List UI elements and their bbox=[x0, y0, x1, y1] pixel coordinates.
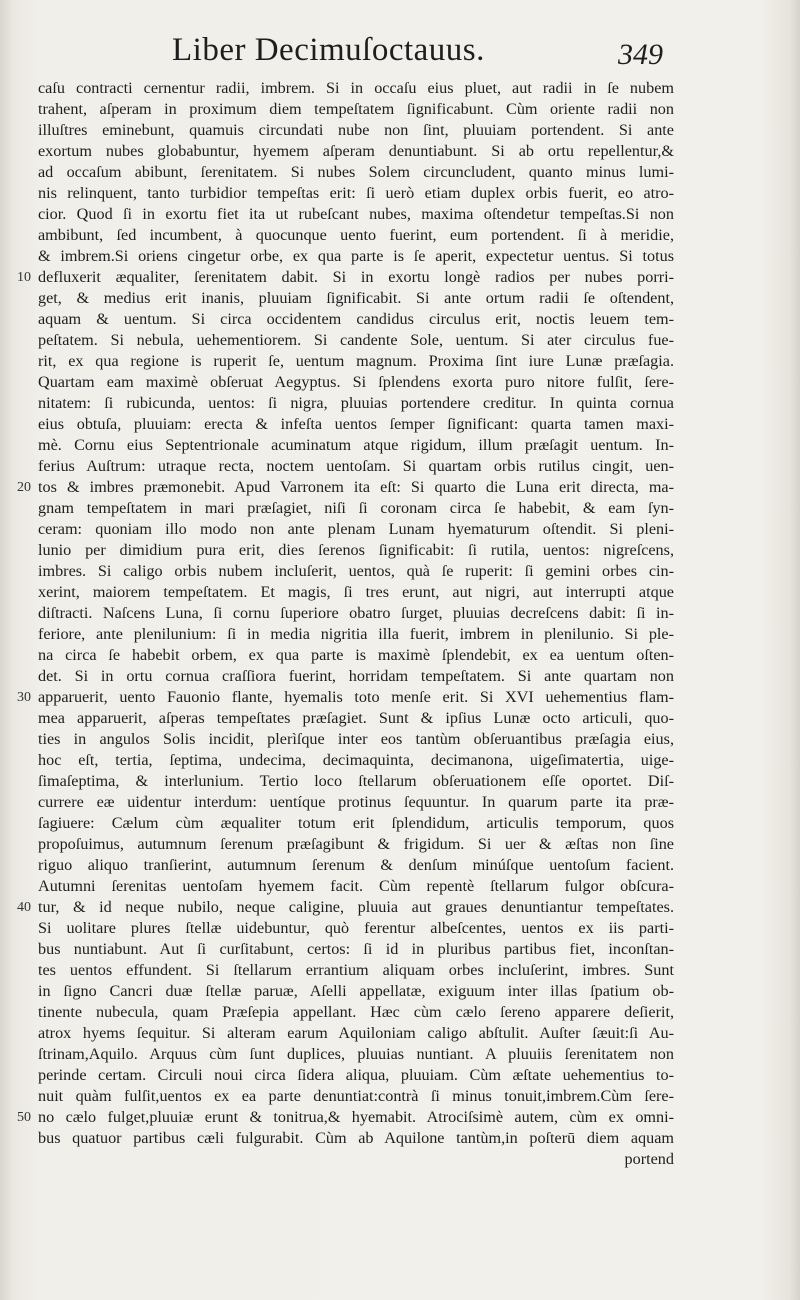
text-line-content: ambibunt, ſed incumbent, à quocunque uento fuerint, eum portendent. ſi à meridie, bbox=[38, 226, 674, 244]
text-line bbox=[38, 981, 698, 1002]
text-line bbox=[38, 1044, 698, 1065]
text-line-content: caſu contracti cernentur radii, imbrem. Si in occaſu eius pluet, aut radii in ſe nubem bbox=[38, 79, 674, 97]
text-line bbox=[38, 792, 698, 813]
text-line bbox=[38, 309, 698, 330]
text-line bbox=[38, 288, 698, 309]
text-line-content: riguo aliquo tranſierint, autumnum ſerenum & denſum minúſque uentoſum facient. bbox=[38, 856, 674, 874]
text-line-content: tos & imbres præmonebit. Apud Varronem ita eſt: Si quarto die Luna erit directa, ma- bbox=[38, 478, 674, 496]
text-line-content: peſtatem. Si nebula, uehementiorem. Si candente Sole, uentum. Si ater circulus fue- bbox=[38, 331, 674, 349]
text-line bbox=[38, 183, 698, 204]
text-line bbox=[38, 351, 698, 372]
text-line bbox=[38, 120, 698, 141]
text-line-content: ceram: quoniam illo modo non ante plenam Lunam hyematurum oſtendit. Si pleni- bbox=[38, 520, 674, 538]
text-line-content: tur, & id neque nubilo, neque caligine, pluuia aut graues denuntiantur tempeſtates. bbox=[38, 898, 674, 916]
text-line bbox=[38, 225, 698, 246]
text-line-content: ferius Auſtrum: utraque recta, noctem uentoſam. Si quartam orbis rutilus cingit, uen- bbox=[38, 457, 674, 475]
margin-line-number: 10 bbox=[17, 270, 31, 285]
text-line-content: ad occaſum abibunt, ſerenitatem. Si nubes Solem circuncludent, quanto minus lumi- bbox=[38, 163, 674, 181]
margin-line-number: 30 bbox=[17, 690, 31, 705]
text-line bbox=[38, 540, 698, 561]
text-line bbox=[38, 771, 698, 792]
text-line bbox=[38, 1065, 698, 1086]
text-line-content: hoc eſt, tertia, ſeptima, undecima, decimaquinta, decimanona, uigeſimatertia, uige- bbox=[38, 751, 674, 769]
text-line-content: no cælo fulget,pluuiæ erunt & tonitrua,& hyemabit. Atrociſsimè autem, cùm ex omni- bbox=[38, 1108, 674, 1126]
text-line bbox=[38, 708, 698, 729]
text-line-content: det. Si in ortu cornua craſſiora fuerint, horridam tempeſtatem. Si ante quartam non bbox=[38, 667, 674, 685]
text-line bbox=[38, 960, 698, 981]
text-line bbox=[17, 267, 698, 288]
text-line bbox=[38, 666, 698, 687]
text-line-content: aquam & uentum. Si circa occidentem candidus circulus erit, noctis leuem tem- bbox=[38, 310, 674, 328]
text-line-content: Autumni ſerenitas uentoſam hyemem facit. Cùm repentè ſtellarum fulgor obſcura- bbox=[38, 877, 674, 895]
text-line-content: currere eæ uidentur interdum: uentíque protinus ſequuntur. In quarum parte ita præ- bbox=[38, 793, 674, 811]
text-line-content: Si uolitare plures ſtellæ uidebuntur, quò ferentur albeſcentes, uentos ex iis parti- bbox=[38, 919, 674, 937]
text-line-content: trahent, aſperam in proximum diem tempeſtatem ſignificabunt. Cùm oriente radii non bbox=[38, 100, 674, 118]
text-line bbox=[38, 582, 698, 603]
text-line bbox=[38, 204, 698, 225]
text-line bbox=[38, 78, 698, 99]
text-line-content: feriore, ante plenilunium: ſi in media nigritia illa fuerit, imbrem in plenilunio. Si ple- bbox=[38, 625, 674, 643]
text-line-content: xerint, maiorem tempeſtatem. Et magis, ſi tres erunt, aut nigri, aut interrupti atque bbox=[38, 583, 674, 601]
text-line-content: mea apparuerit, aſperas tempeſtates præſagiet. Sunt & ipſius Lunæ octo articuli, quo- bbox=[38, 709, 674, 727]
text-line-content: nitatem: ſi rubicunda, uentos: ſi nigra, pluuias portendere creditur. In quinta cornua bbox=[38, 394, 674, 412]
text-line bbox=[17, 687, 698, 708]
text-line-content: atrox hyems ſequitur. Si alteram earum Aquiloniam caligo abſtulit. Auſter ſæuit:ſi Au- bbox=[38, 1024, 674, 1042]
text-line bbox=[17, 897, 698, 918]
text-line-content: Quartam eam maximè obſeruat Aegyptus. Si ſplendens exorta puro nitore fulſit, ſere- bbox=[38, 373, 674, 391]
text-line bbox=[38, 498, 698, 519]
text-line bbox=[38, 330, 698, 351]
text-line-content: illuſtres eminebunt, quamuis circundati nube non ſint, pluuiam portendent. Si ante bbox=[38, 121, 674, 139]
running-head: Liber Decimuſoctauus. bbox=[172, 32, 485, 68]
text-line bbox=[38, 456, 698, 477]
text-line bbox=[38, 99, 698, 120]
text-line bbox=[38, 729, 698, 750]
margin-line-number: 50 bbox=[17, 1110, 31, 1125]
text-line-content: exortum nubes globabuntur, hyemem aſperam denuntiabunt. Si ab ortu repellentur,& bbox=[38, 142, 674, 160]
text-line bbox=[17, 1107, 698, 1128]
text-line bbox=[38, 624, 698, 645]
text-line bbox=[38, 603, 698, 624]
text-line-content: defluxerit æqualiter, ſerenitatem dabit. Si in exortu longè radios per nubes porri- bbox=[38, 268, 674, 286]
text-line bbox=[38, 1086, 698, 1107]
text-line bbox=[17, 477, 698, 498]
text-line bbox=[38, 519, 698, 540]
text-line-content: ties in angulos Solis incidit, plerìſque inter eos tantùm obſeruantibus præſagia eius, bbox=[38, 730, 674, 748]
text-line-content: in ſigno Cancri duæ ſtellæ paruæ, Aſelli appellatæ, exiguum inter illas ſpatium ob- bbox=[38, 982, 674, 1000]
text-line bbox=[38, 246, 698, 267]
text-line-content: ſimaſeptima, & interlunium. Tertio loco ſtellarum obſeruationem eſſe oportet. Diſ- bbox=[38, 772, 674, 790]
page-number: 349 bbox=[618, 38, 663, 71]
text-line-content: propoſuimus, autumnum ſerenum præſagibunt & frigidum. Si uer & æſtas non ſine bbox=[38, 835, 674, 853]
text-line bbox=[38, 918, 698, 939]
text-line-content: get, & medius erit inanis, pluuiam ſignificabit. Si ante ortum radii ſe oſtendent, bbox=[38, 289, 674, 307]
text-line-content: bus quatuor partibus cæli fulgurabit. Cùm ab Aquilone tantùm,in poſterū diem aquam bbox=[38, 1129, 674, 1147]
text-line bbox=[38, 813, 698, 834]
text-line-content: nis relinquent, tanto turbidior tempeſtas erit: ſi uerò etiam duplex orbis fuerit, eo atro- bbox=[38, 184, 674, 202]
margin-line-number: 40 bbox=[17, 900, 31, 915]
body-text bbox=[17, 78, 698, 1170]
text-line bbox=[38, 1002, 698, 1023]
text-line-content: ſtrinam,Aquilo. Arquus cùm ſunt duplices, pluuias nuntiant. A pluuiis ſerenitatem non bbox=[38, 1045, 674, 1063]
text-line bbox=[38, 393, 698, 414]
text-line-content: bus nuntiabunt. Aut ſi curſitabunt, certos: ſi id in pluribus partibus fiet, inconſtan- bbox=[38, 940, 674, 958]
text-line-content: apparuerit, uento Fauonio flante, hyemalis toto menſe erit. Si XVI uehementius flam- bbox=[38, 688, 674, 706]
page-header bbox=[0, 28, 800, 78]
text-line bbox=[38, 435, 698, 456]
text-line-content: tes uentos effundent. Si ſtellarum errantium aliquam orbes incluſerint, imbres. Sunt bbox=[38, 961, 674, 979]
text-line bbox=[38, 141, 698, 162]
text-line-content: eius obtuſa, pluuiam: erecta & infeſta uentos ſemper ſignificant: quarta tamen maxi- bbox=[38, 415, 674, 433]
text-line bbox=[38, 834, 698, 855]
text-line-content: lunio per dimidium pura erit, dies ſerenos ſignificabit: ſi rutila, uentos: nigreſcens, bbox=[38, 541, 674, 559]
text-line bbox=[38, 162, 698, 183]
margin-line-number: 20 bbox=[17, 480, 31, 495]
text-line-content: portend bbox=[624, 1150, 674, 1168]
text-line-content: mè. Cornu eius Septentrionale acuminatum atque rigidum, illum præſagit uentum. In- bbox=[38, 436, 674, 454]
text-line bbox=[38, 372, 698, 393]
text-line-content: imbres. Si caligo orbis nubem incluſerit, uentos, quà ſe ruperit: ſi gemini orbes cin- bbox=[38, 562, 674, 580]
text-line bbox=[38, 414, 698, 435]
text-line-content: diſtracti. Naſcens Luna, ſi cornu ſuperiore obatro ſurget, pluuias decreſcens dabit: ſi in- bbox=[38, 604, 674, 622]
text-line bbox=[38, 939, 698, 960]
text-line bbox=[38, 1023, 698, 1044]
text-line-content: cior. Quod ſi in exortu fiet ita ut rubeſcant nubes, maxima oſtendetur tempeſtas.Si non bbox=[38, 205, 674, 223]
text-line-content: rit, ex qua regione is ruperit ſe, uentum magnum. Proxima ſint iure Lunæ præſagia. bbox=[38, 352, 674, 370]
text-line bbox=[38, 645, 698, 666]
text-line-content: & imbrem.Si oriens cingetur orbe, ex qua parte is ſe aperit, expectetur uentus. Si totus bbox=[38, 247, 674, 265]
text-line-content: nuit quàm fulſit,uentos ex ea parte denuntiat:contrà ſi minus tonuit,imbrem.Cùm ſere- bbox=[38, 1087, 674, 1105]
text-line bbox=[38, 855, 698, 876]
text-line-content: perinde certam. Circuli noui circa ſidera aliqua, pluuiam. Cùm æſtate uehementius to- bbox=[38, 1066, 674, 1084]
text-line bbox=[38, 750, 698, 771]
text-line bbox=[38, 1149, 698, 1170]
text-line-content: na circa ſe habebit orbem, ex qua parte is maximè ſplendebit, ex ea uentum oſten- bbox=[38, 646, 674, 664]
text-line-content: gnam tempeſtatem in mari præſagiet, niſi ſi coronam circa ſe habebit, & eam ſyn- bbox=[38, 499, 674, 517]
text-line-content: tinente nubecula, quam Præſepia appellant. Hæc cùm cælo ſereno apparere deſierit, bbox=[38, 1003, 674, 1021]
text-line bbox=[38, 561, 698, 582]
text-line bbox=[38, 876, 698, 897]
text-line bbox=[38, 1128, 698, 1149]
text-line-content: ſagiuere: Cælum cùm æqualiter totum erit ſplendidum, articulis temporum, quos bbox=[38, 814, 674, 832]
